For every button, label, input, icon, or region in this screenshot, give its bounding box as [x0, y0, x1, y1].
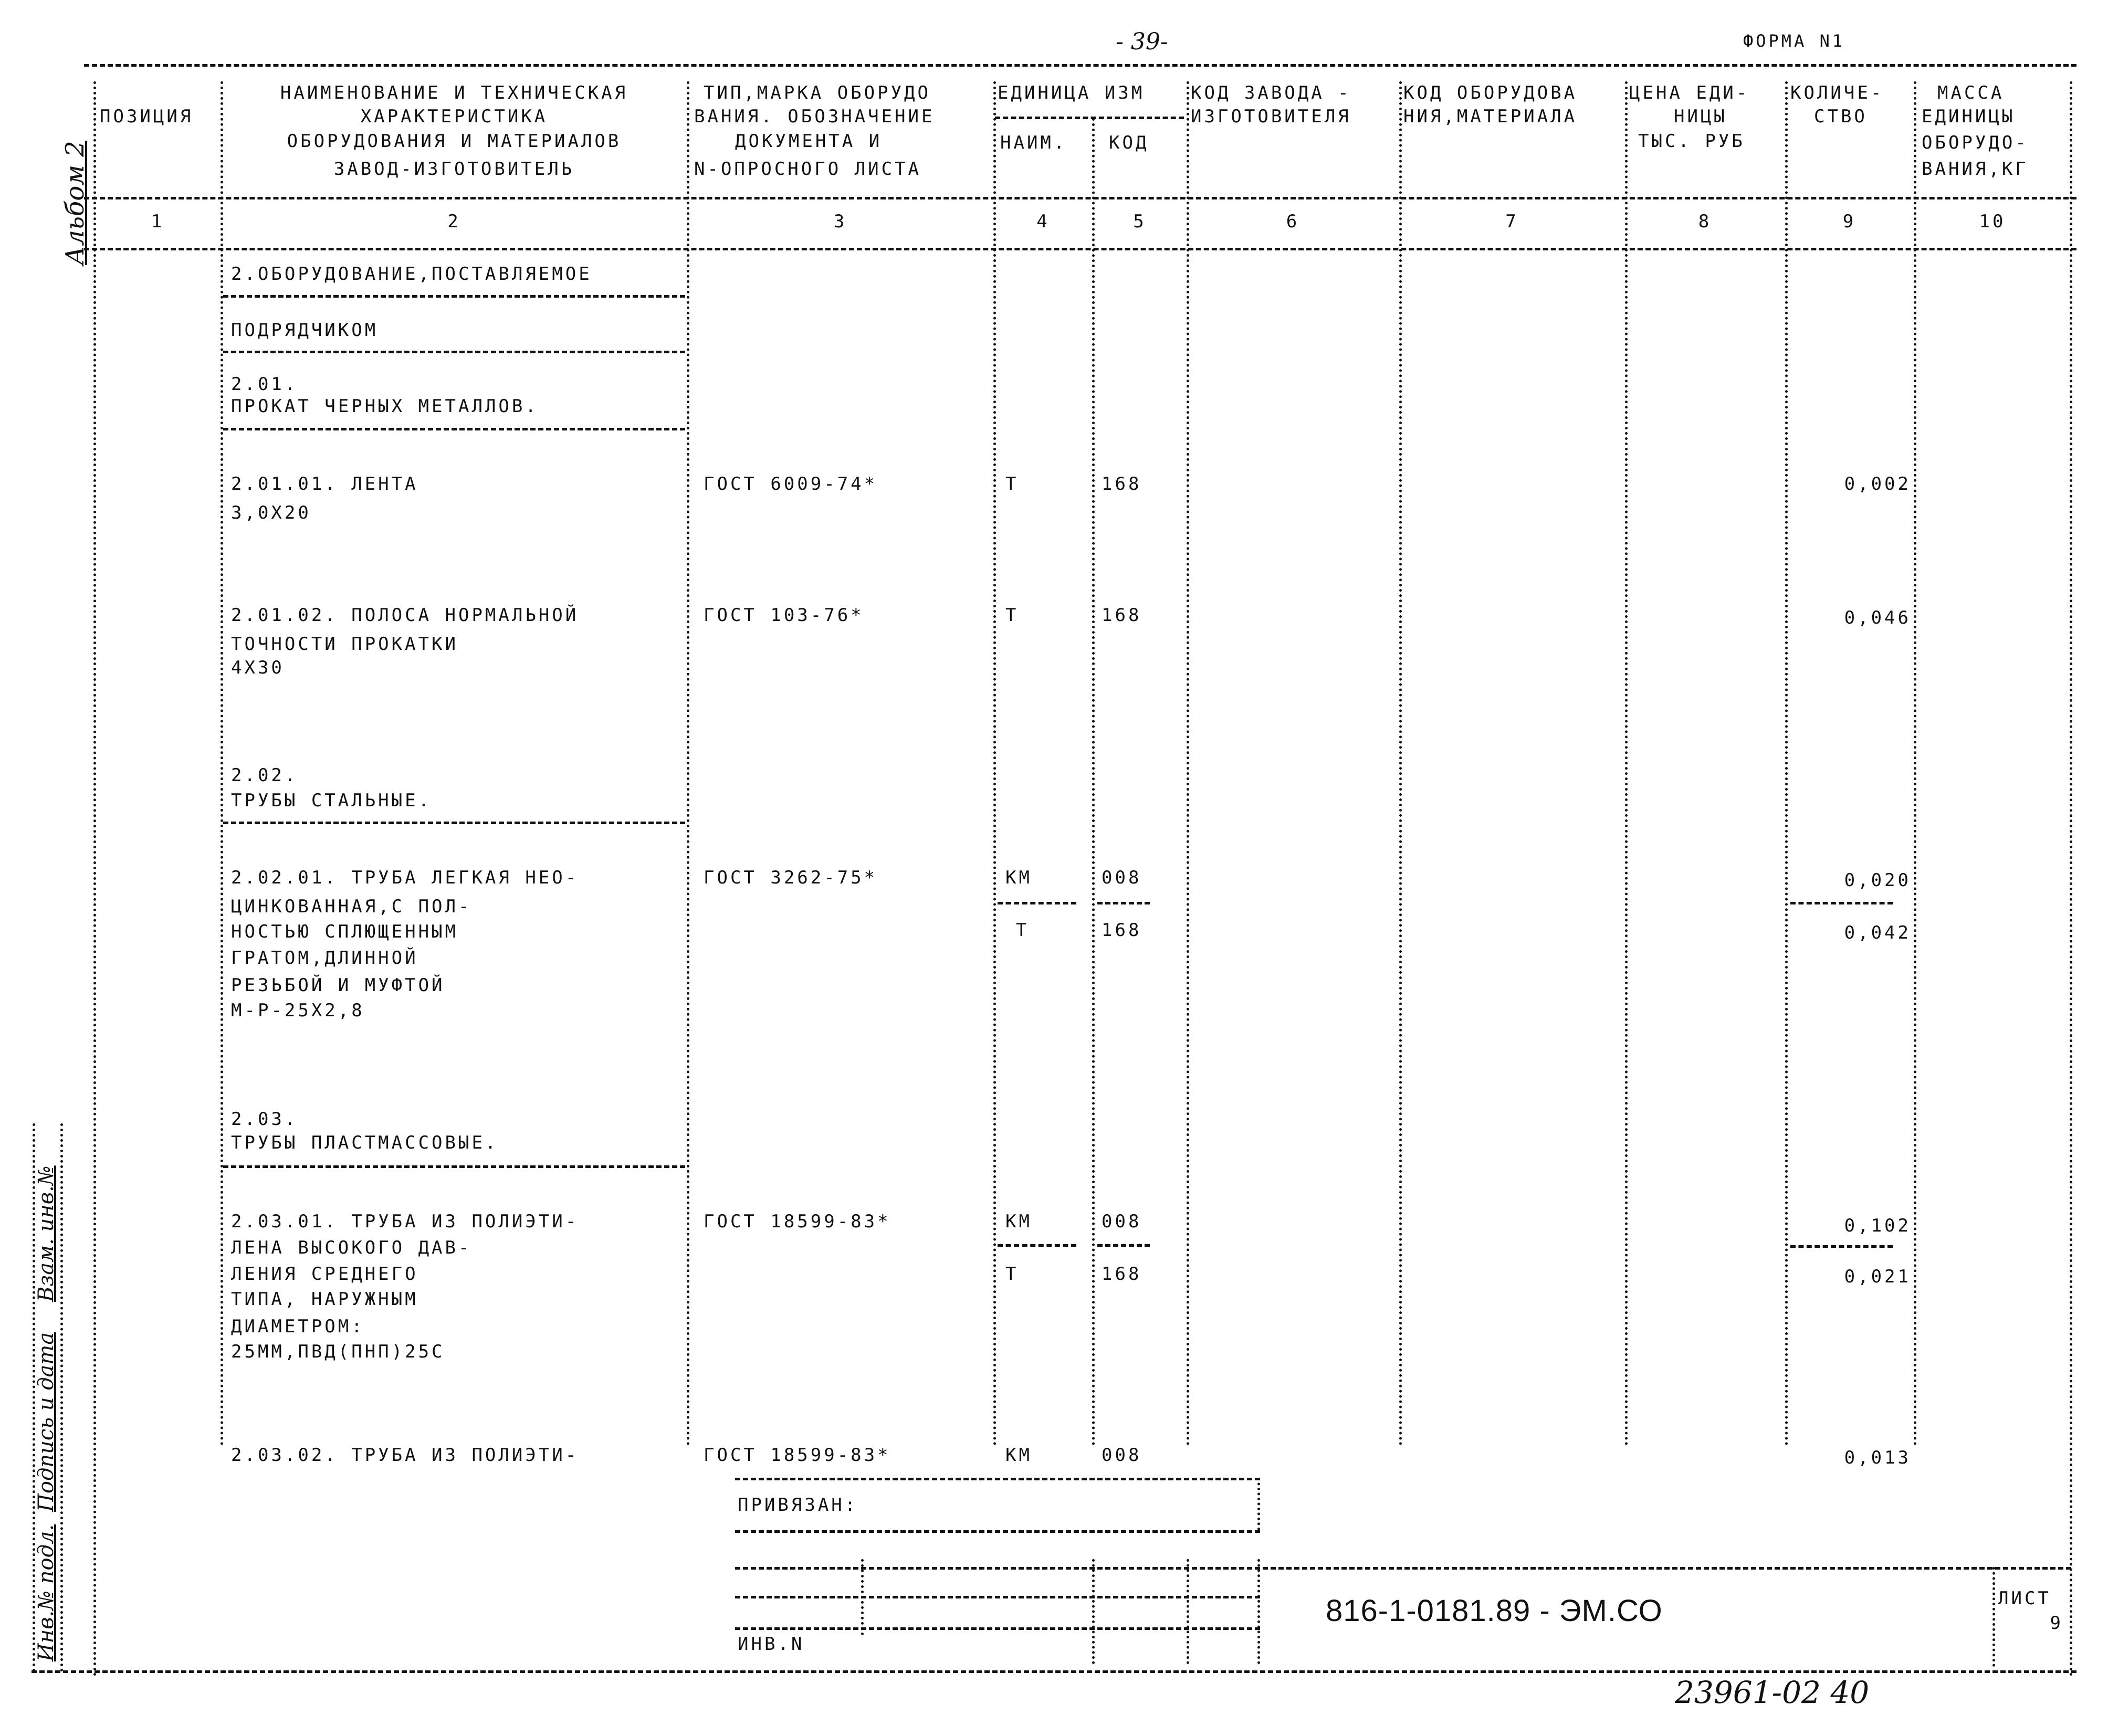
row-201-01-unit: Т: [1005, 474, 1019, 495]
col-border-9: [1914, 81, 1916, 1446]
row-203-01-doc: ГОСТ 18599-83*: [704, 1211, 891, 1232]
col-border-4: [1092, 118, 1095, 1446]
col-border-right: [2070, 81, 2072, 1677]
row-202-01-name-1: 2.02.01. ТРУБА ЛЕГКАЯ НЕО-: [231, 867, 579, 888]
header-number-divider: [84, 248, 2076, 250]
col-border-1: [221, 81, 223, 1446]
header-name-line3: ОБОРУДОВАНИЯ И МАТЕРИАЛОВ: [287, 131, 622, 152]
section-202-code: 2.02.: [231, 765, 298, 786]
section-2-sub-underline: [223, 351, 685, 353]
row-202-01-name-5: РЕЗЬБОЙ И МУФТОЙ: [231, 975, 445, 996]
header-equipment-code-line2: НИЯ,МАТЕРИАЛА: [1403, 106, 1578, 127]
row-202-01-unit-sep: [998, 902, 1076, 904]
row-203-01-unit-1: КМ: [1005, 1211, 1032, 1232]
header-unit-code: КОД: [1109, 132, 1149, 153]
row-203-01-code-2: 168: [1102, 1264, 1142, 1285]
row-201-01-doc: ГОСТ 6009-74*: [704, 474, 878, 495]
col-border-2: [687, 81, 689, 1446]
header-quantity-line1: КОЛИЧЕ-: [1790, 82, 1884, 103]
unit-subheader-line: [995, 117, 1184, 119]
form-label: ФОРМА N1: [1743, 31, 1845, 51]
page-number: - 39-: [1116, 28, 1168, 55]
header-quantity-line2: СТВО: [1814, 106, 1868, 127]
stamp-line-4: [735, 1596, 1260, 1598]
header-type-line4: N-ОПРОСНОГО ЛИСТА: [694, 159, 921, 180]
col-border-3: [993, 81, 996, 1446]
col-number-1: 1: [151, 211, 165, 232]
row-203-01-code-sep: [1097, 1244, 1150, 1247]
row-201-01-qty: 0,002: [1844, 474, 1911, 495]
header-equipment-code-line1: КОД ОБОРУДОВА: [1403, 82, 1578, 103]
row-201-02-unit: Т: [1005, 605, 1019, 626]
col-number-10: 10: [1979, 211, 2006, 232]
row-201-02-name-2: ТОЧНОСТИ ПРОКАТКИ: [231, 634, 458, 655]
stamp-col-1: [861, 1559, 864, 1635]
header-type-line3: ДОКУМЕНТА И: [735, 131, 883, 152]
section-2-underline: [223, 295, 685, 298]
stamp-inv-label: ИНВ.N: [738, 1634, 805, 1655]
stamp-vzam-inv: Взам. инв.№: [34, 1165, 58, 1302]
row-202-01-name-2: ЦИНКОВАННАЯ,С ПОЛ-: [231, 896, 472, 917]
header-unit: ЕДИНИЦА ИЗМ: [998, 82, 1145, 103]
row-203-02-code: 008: [1102, 1445, 1142, 1466]
stamp-bound-label: ПРИВЯЗАН:: [738, 1495, 858, 1516]
row-201-01-name-2: 3,0X20: [231, 502, 311, 523]
header-mass-line2: ЕДИНИЦЫ: [1922, 106, 2016, 127]
stamp-line-5: [735, 1627, 1260, 1630]
sheet-number: 9: [2050, 1613, 2063, 1634]
col-number-8: 8: [1698, 211, 1712, 232]
table-top-border: [84, 64, 2076, 67]
row-201-01-name-1: 2.01.01. ЛЕНТА: [231, 474, 418, 495]
stamp-inv-podl: Инв.№ подл.: [34, 1524, 58, 1661]
stamp-col-2: [1092, 1559, 1095, 1664]
row-202-01-qty-1: 0,020: [1844, 870, 1911, 891]
header-mass-line4: ВАНИЯ,КГ: [1922, 159, 2029, 180]
row-201-01-code: 168: [1102, 474, 1142, 495]
stamp-col-4: [1257, 1559, 1260, 1664]
row-203-01-unit-sep: [998, 1244, 1076, 1247]
stamp-signature-date: Подпись и дата: [34, 1332, 58, 1512]
section-202-title: ТРУБЫ СТАЛЬНЫЕ.: [231, 790, 432, 811]
header-plant-code-line2: ИЗГОТОВИТЕЛЯ: [1191, 106, 1351, 127]
row-202-01-code-sep: [1097, 902, 1150, 904]
album-label: Альбом 2: [60, 141, 90, 265]
row-202-01-code-1: 008: [1102, 867, 1142, 888]
row-203-01-qty-2: 0,021: [1844, 1266, 1911, 1287]
header-mass-line3: ОБОРУДО-: [1922, 132, 2029, 153]
col-border-7: [1625, 81, 1628, 1446]
row-203-01-code-1: 008: [1102, 1211, 1142, 1232]
row-202-01-doc: ГОСТ 3262-75*: [704, 867, 878, 888]
row-203-02-doc: ГОСТ 18599-83*: [704, 1445, 891, 1466]
row-203-01-name-3: ЛЕНИЯ СРЕДНЕГО: [231, 1264, 418, 1285]
row-201-02-name-1: 2.01.02. ПОЛОСА НОРМАЛЬНОЙ: [231, 605, 579, 626]
header-unit-name: НАИМ.: [1000, 132, 1067, 153]
section-201-underline: [223, 428, 685, 430]
row-202-01-name-4: ГРАТОМ,ДЛИННОЙ: [231, 948, 418, 969]
col-number-3: 3: [833, 211, 847, 232]
col-number-7: 7: [1505, 211, 1519, 232]
document-code: 816-1-0181.89 - ЭМ.СО: [1326, 1594, 1663, 1628]
row-202-01-qty-2: 0,042: [1844, 922, 1911, 943]
header-price-line3: ТЫС. РУБ: [1638, 131, 1745, 152]
row-203-01-name-6: 25ММ,ПВД(ПНП)25С: [231, 1341, 445, 1362]
section-2-subtitle: ПОДРЯДЧИКОМ: [231, 320, 379, 341]
col-border-8: [1785, 81, 1788, 1446]
col-number-2: 2: [447, 211, 461, 232]
row-202-01-unit-2: Т: [1016, 920, 1030, 941]
row-202-01-code-2: 168: [1102, 920, 1142, 941]
stamp-bound-right: [1257, 1478, 1260, 1530]
row-203-01-qty-1: 0,102: [1844, 1215, 1911, 1236]
row-203-01-name-5: ДИАМЕТРОМ:: [231, 1316, 365, 1337]
row-202-01-unit-1: КМ: [1005, 867, 1032, 888]
row-201-02-doc: ГОСТ 103-76*: [704, 605, 864, 626]
row-202-01-name-3: НОСТЬЮ СПЛЮЩЕННЫМ: [231, 921, 458, 942]
row-203-01-name-4: ТИПА, НАРУЖНЫМ: [231, 1289, 418, 1310]
col-border-left: [93, 81, 96, 1677]
row-201-02-qty: 0,046: [1844, 607, 1911, 628]
row-203-01-unit-2: Т: [1005, 1264, 1019, 1285]
row-203-01-qty-sep: [1790, 1245, 1893, 1248]
header-plant-code-line1: КОД ЗАВОДА -: [1191, 82, 1351, 103]
stamp-sheet-col: [1992, 1567, 1995, 1667]
row-201-02-name-3: 4X30: [231, 657, 285, 678]
section-201-title: ПРОКАТ ЧЕРНЫХ МЕТАЛЛОВ.: [231, 396, 539, 417]
header-name-line1: НАИМЕНОВАНИЕ И ТЕХНИЧЕСКАЯ: [280, 82, 628, 103]
row-203-01-name-1: 2.03.01. ТРУБА ИЗ ПОЛИЭТИ-: [231, 1211, 579, 1232]
stamp-line-2: [735, 1530, 1260, 1533]
section-202-underline: [223, 822, 685, 824]
header-divider: [84, 197, 2076, 199]
header-position: ПОЗИЦИЯ: [100, 106, 194, 127]
sheet-label: ЛИСТ: [1998, 1588, 2051, 1609]
col-border-5: [1187, 81, 1189, 1446]
header-mass-line1: МАССА: [1937, 82, 2005, 103]
section-203-title: ТРУБЫ ПЛАСТМАССОВЫЕ.: [231, 1132, 499, 1153]
section-203-underline: [223, 1165, 685, 1168]
header-price-line1: ЦЕНА ЕДИ-: [1629, 82, 1750, 103]
archive-number: 23961-02 40: [1675, 1675, 1870, 1710]
section-201-code: 2.01.: [231, 374, 298, 395]
col-number-9: 9: [1842, 211, 1857, 232]
stamp-col-3: [1187, 1559, 1189, 1664]
section-203-code: 2.03.: [231, 1109, 298, 1130]
row-203-02-qty: 0,013: [1844, 1447, 1911, 1468]
stamp-top-line: [735, 1478, 1260, 1480]
col-border-6: [1399, 81, 1402, 1446]
col-number-5: 5: [1133, 211, 1147, 232]
row-203-02-unit: КМ: [1005, 1445, 1032, 1466]
header-name-line2: ХАРАКТЕРИСТИКА: [360, 106, 548, 127]
margin-stamp-line-right: [60, 1123, 63, 1672]
row-203-02-name-1: 2.03.02. ТРУБА ИЗ ПОЛИЭТИ-: [231, 1445, 579, 1466]
section-2-title: 2.ОБОРУДОВАНИЕ,ПОСТАВЛЯЕМОЕ: [231, 264, 592, 285]
row-203-01-name-2: ЛЕНА ВЫСОКОГО ДАВ-: [231, 1237, 472, 1258]
row-202-01-qty-sep: [1790, 902, 1893, 904]
col-number-6: 6: [1286, 211, 1300, 232]
header-type-line1: ТИП,МАРКА ОБОРУДО: [704, 82, 931, 103]
stamp-line-3: [735, 1567, 2071, 1570]
table-bottom-border: [32, 1670, 2076, 1673]
header-name-line4: ЗАВОД-ИЗГОТОВИТЕЛЬ: [333, 159, 575, 180]
col-number-4: 4: [1036, 211, 1050, 232]
header-type-line2: ВАНИЯ. ОБОЗНАЧЕНИЕ: [694, 106, 935, 127]
row-202-01-name-6: М-Р-25X2,8: [231, 1000, 365, 1021]
header-price-line2: НИЦЫ: [1674, 106, 1727, 127]
row-201-02-code: 168: [1102, 605, 1142, 626]
